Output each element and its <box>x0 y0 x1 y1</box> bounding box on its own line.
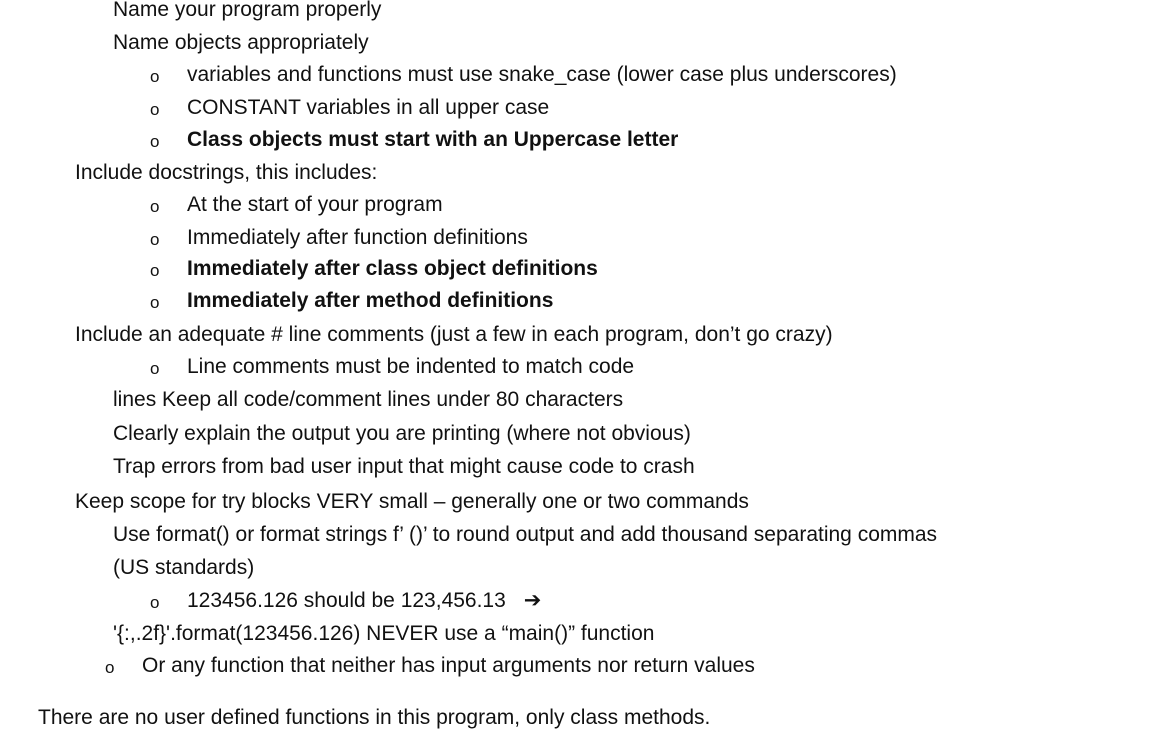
text-line: Immediately after function definitions <box>187 226 528 249</box>
text-line: Or any function that neither has input arguments nor return values <box>142 654 755 677</box>
text-line: Class objects must start with an Uppercase letter <box>187 128 679 151</box>
text-line: Clearly explain the output you are printing (where not obvious) <box>113 422 691 445</box>
text-line: variables and functions must use snake_case (lower case plus underscores) <box>187 63 897 86</box>
text-line: Immediately after method definitions <box>187 289 554 312</box>
text-line: Include docstrings, this includes: <box>75 161 378 184</box>
text-line: Name objects appropriately <box>113 31 369 54</box>
arrow-right-icon: ➔ <box>523 589 542 612</box>
text-line: Include an adequate # line comments (just a few in each program, don’t go crazy) <box>75 323 833 346</box>
bullet-circle-icon: o <box>150 132 160 151</box>
text-line: Immediately after class object definitions <box>187 257 598 280</box>
text-line: At the start of your program <box>187 193 443 216</box>
text-line: There are no user defined functions in this program, only class methods. <box>38 706 711 729</box>
text-line: Line comments must be indented to match code <box>187 355 635 378</box>
bullet-circle-icon: o <box>150 67 160 86</box>
text-line <box>187 588 541 614</box>
bullet-circle-icon: o <box>150 100 160 119</box>
text-line: Use format() or format strings f’ ()’ to round output and add thousand separating commas <box>113 523 938 546</box>
bullet-circle-icon: o <box>105 658 115 677</box>
bullet-circle-icon: o <box>150 230 160 249</box>
bullet-circle-icon: o <box>150 593 160 612</box>
text-line-content: 123456.126 should be 123,456.13 <box>187 589 506 612</box>
text-line: lines Keep all code/comment lines under 80 characters <box>113 388 624 411</box>
text-line: Keep scope for try blocks VERY small – generally one or two commands <box>75 490 749 513</box>
bullet-circle-icon: o <box>150 197 160 216</box>
text-line: (US standards) <box>113 556 255 579</box>
text-line: CONSTANT variables in all upper case <box>187 96 550 119</box>
text-line: Name your program properly <box>113 0 382 21</box>
bullet-circle-icon: o <box>150 359 160 378</box>
bullet-circle-icon: o <box>150 293 160 312</box>
bullet-circle-icon: o <box>150 261 160 280</box>
text-line: '{:,.2f}'.format(123456.126) NEVER use a “main()” function <box>113 622 655 645</box>
text-line: Trap errors from bad user input that might cause code to crash <box>113 455 695 478</box>
